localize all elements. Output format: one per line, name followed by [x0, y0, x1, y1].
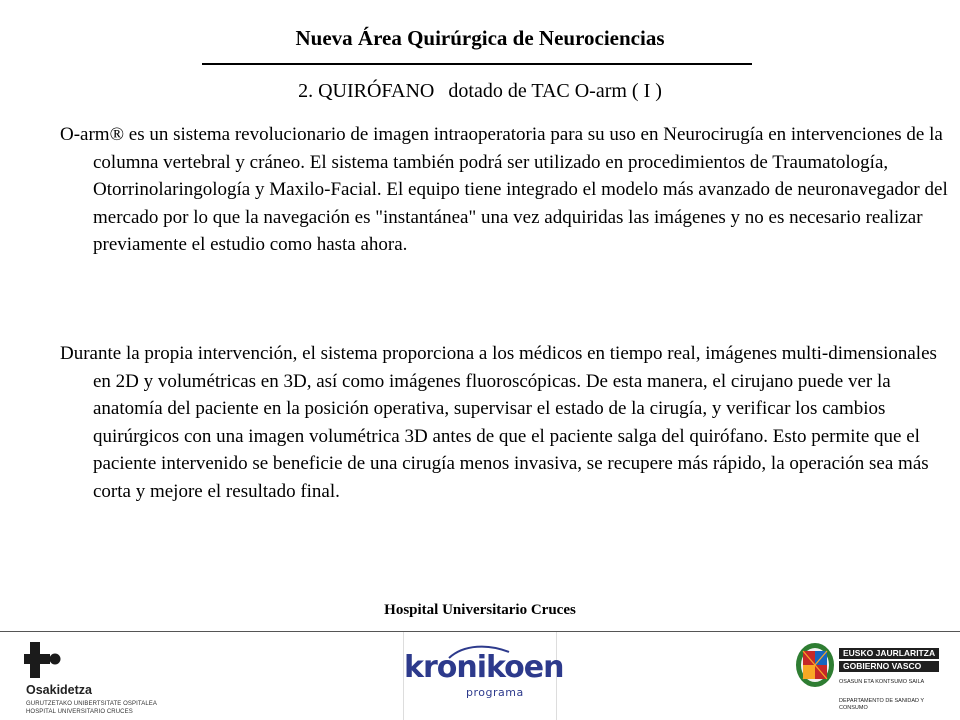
osakidetza-logo	[24, 640, 184, 718]
dept-basque-name: OSASUN ETA KONTSUMO SAILA	[839, 679, 925, 685]
kronikoen-subtitle: programa	[466, 686, 524, 699]
title-divider	[202, 63, 752, 65]
gov-basque-name: EUSKO JAURLARITZA	[839, 648, 939, 659]
kronikoen-logo	[403, 632, 564, 720]
gov-spanish-name: GOBIERNO VASCO	[839, 661, 939, 672]
eusko-jaurlaritza-logo	[795, 640, 955, 718]
dept-spanish-name: DEPARTAMENTO DE SANIDAD Y CONSUMO	[839, 698, 924, 711]
kronikoen-wordmark: kronikoen	[404, 650, 564, 685]
osakidetza-name: Osakidetza	[26, 683, 93, 697]
paragraph-oarm-benefits: Durante la propia intervención, el sistema proporciona a los médicos en tiempo real, imágenes multi-dimensionales en 2D y volumétricas en 3D, así como imágenes fluoroscópicas. De esta manera, el cirujano puede ver la anatomía del paciente en la posición operativa, supervisar el estado de la cirugía, y verificar los cambios quirúrgicos con una imagen volumétrica 3D antes de que el paciente salga del quirófano. Esto permite que el paciente intervenido se beneficie de una cirugía menos invasiva, se recupere más rápido, la operación sea más corta y mejore el resultado final.	[60, 343, 937, 502]
osakidetza-basque-subtitle: GURUTZETAKO UNIBERTSITATE OSPITALEA	[26, 701, 157, 707]
subtitle-section: 2. QUIRÓFANO	[298, 80, 435, 102]
basque-coat-of-arms-icon	[795, 642, 835, 688]
osakidetza-cross-icon	[24, 640, 64, 680]
page-subtitle	[0, 80, 960, 103]
paragraph-oarm-intro: O-arm® es un sistema revolucionario de imagen intraoperatoria para su uso en Neurocirugía en intervenciones de la columna vertebral y cráneo. El sistema también podrá ser utilizado en procedimientos de Traumatología, Otorrinolaringología y Maxilo-Facial. El equipo tiene integrado el modelo más avanzado de neuronavegador del mercado por lo que la navegación es "instantánea" una vez adquiridas las imágenes y no es necesario realizar previamente el estudio como hasta ahora.	[60, 124, 948, 255]
osakidetza-spanish-subtitle: HOSPITAL UNIVERSITARIO CRUCES	[26, 709, 133, 715]
subtitle-description: dotado de TAC O-arm ( I )	[448, 80, 662, 102]
page-title: Nueva Área Quirúrgica de Neurociencias	[295, 26, 665, 50]
footer-hospital-name: Hospital Universitario Cruces	[384, 602, 576, 618]
